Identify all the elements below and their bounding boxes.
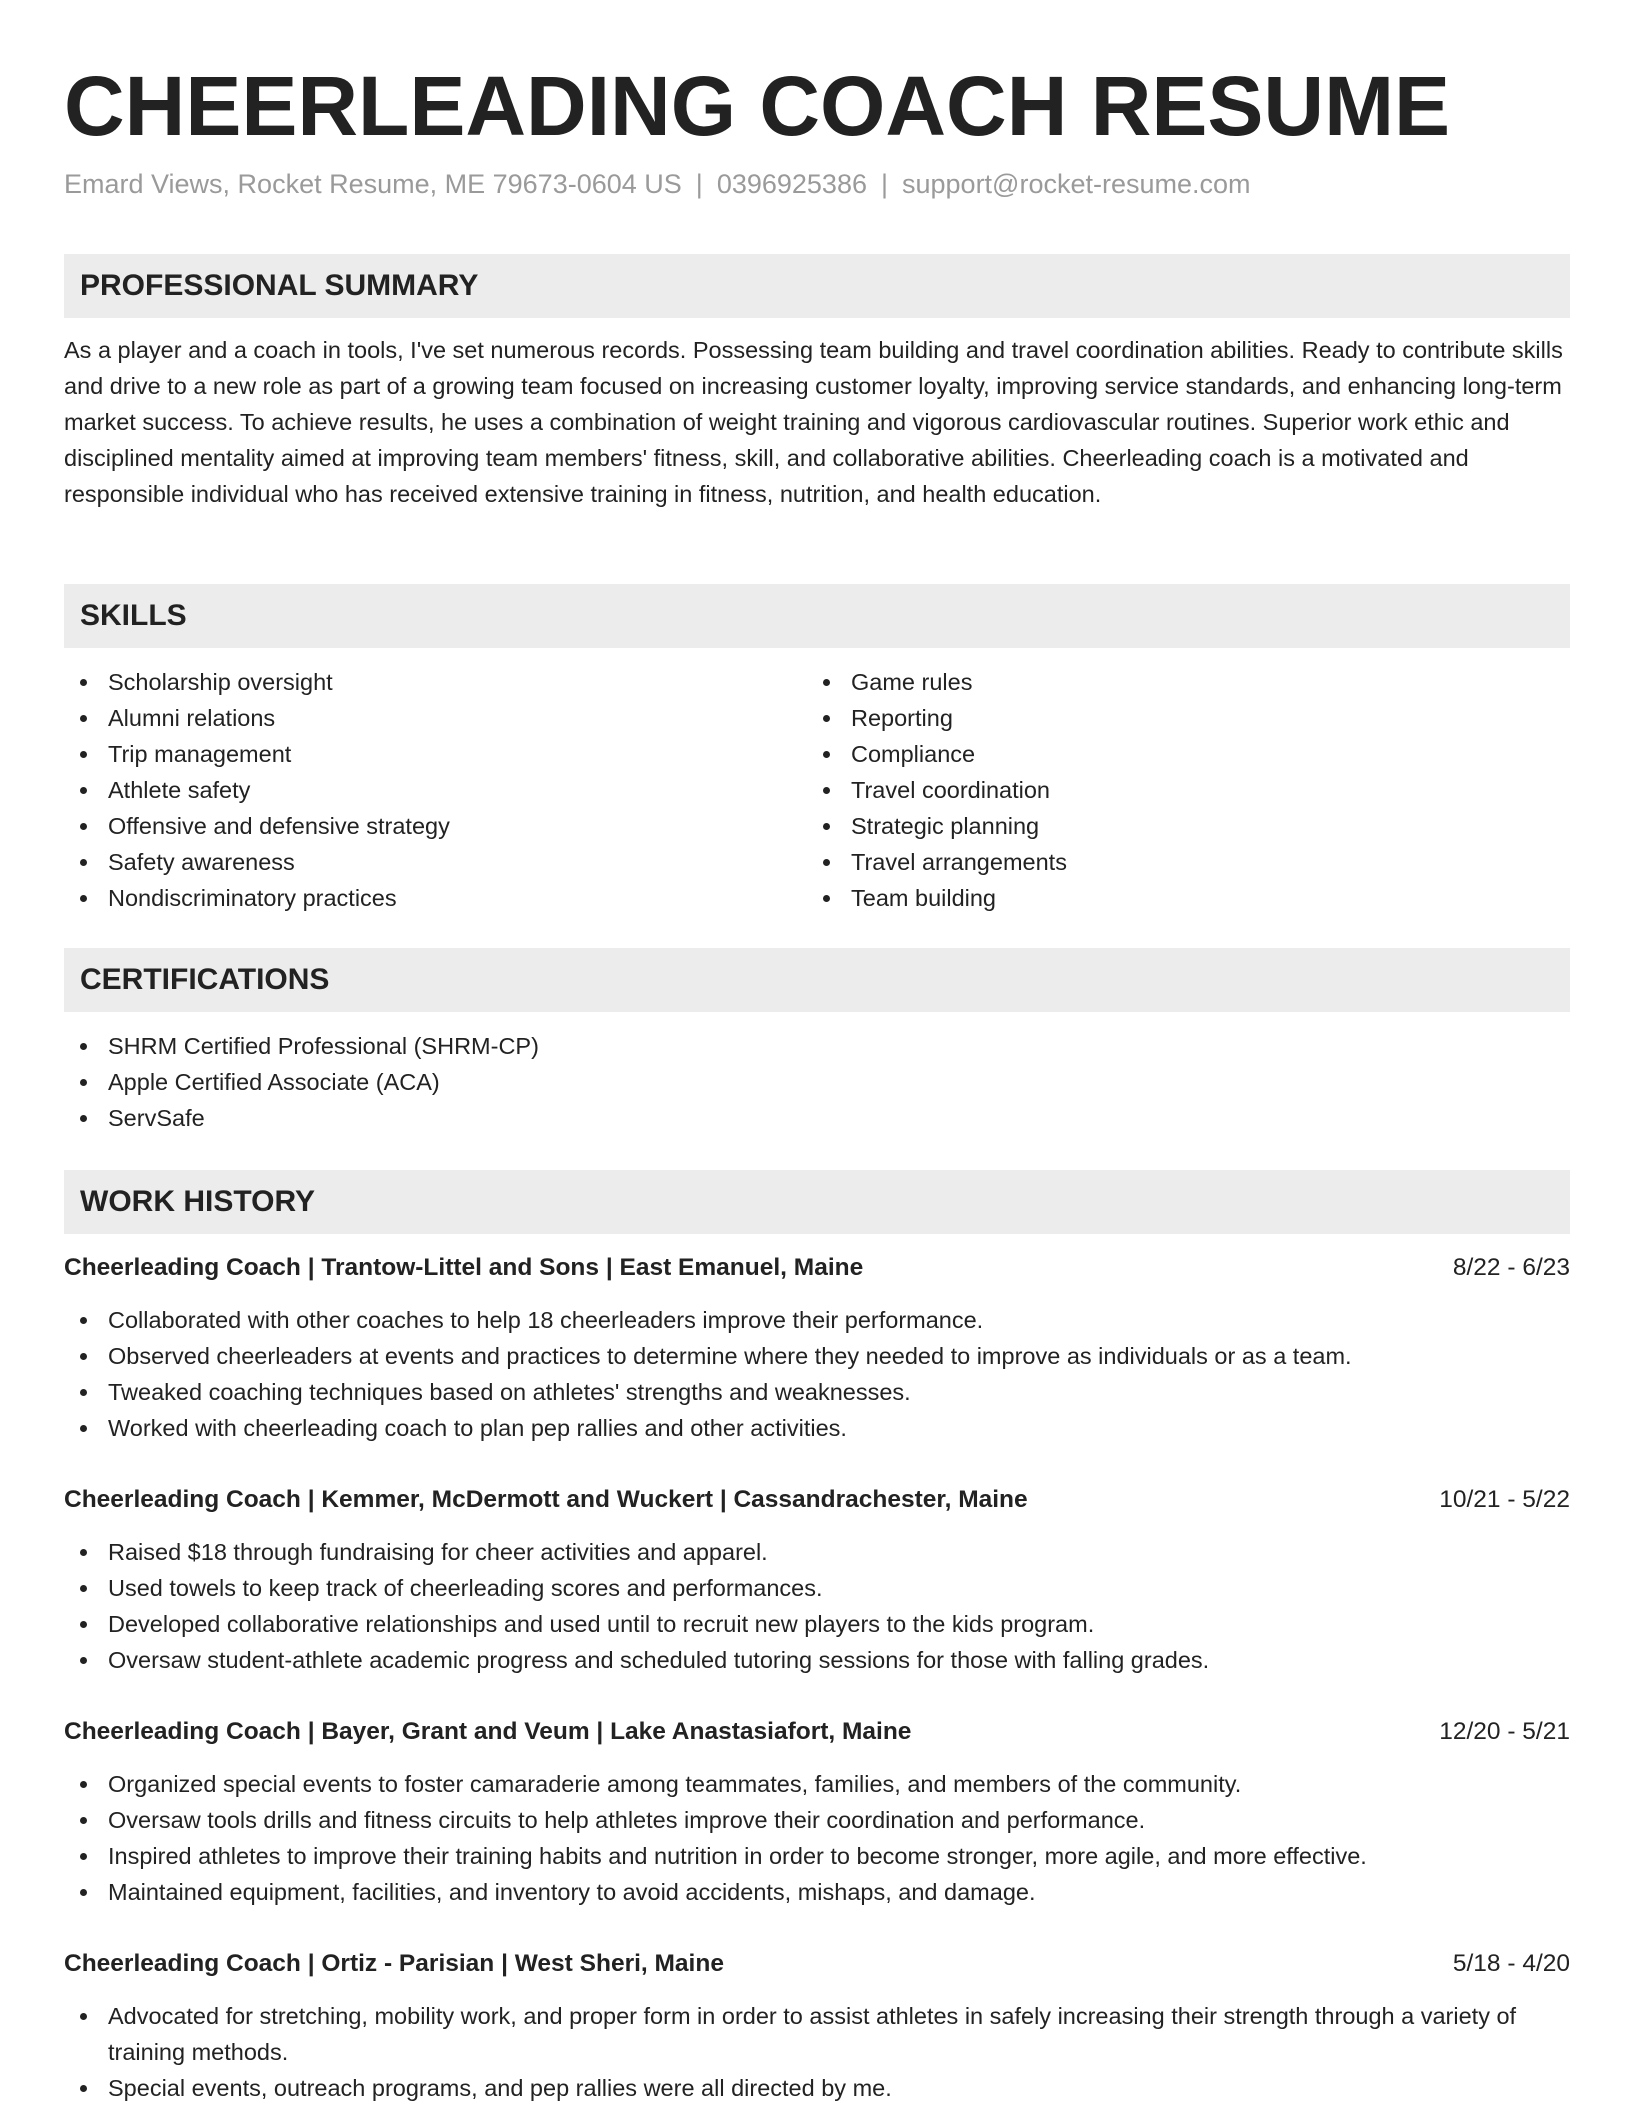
certification-item: ServSafe [64,1100,1570,1136]
contact-separator: | [880,169,888,199]
skills-list-right [807,664,1547,916]
skill-item: Travel coordination [807,772,1547,808]
page-title: CHEERLEADING COACH RESUME [64,59,1451,153]
contact-line [64,166,1251,202]
contact-phone: 0396925386 [716,169,867,199]
job-bullet: Developed collaborative relationships and used until to recruit new players to the kids program. [64,1606,1570,1642]
summary-text: As a player and a coach in tools, I've set numerous records. Possessing team building and travel coordination abilities. Ready to contribute skills and drive to a new role as part of a growing team focused on increasing customer loyalty, improving service standards, and enhancing long-term market success. To achieve results, he uses a combination of weight training and vigorous cardiovascular routines. Superior work ethic and disciplined mentality aimed at improving team members' fitness, skill, and collaborative abilities. Cheerleading coach is a motivated and responsible individual who has received extensive training in fitness, nutrition, and health education. [64,337,1563,507]
job-bullet: Oversaw student-athlete academic progress and scheduled tutoring sessions for those with falling grades. [64,1642,1570,1678]
skill-item: Team building [807,880,1547,916]
job-dates: 10/21 - 5/22 [1439,1486,1570,1513]
section-title: PROFESSIONAL SUMMARY [80,269,479,302]
job-bullet: Collaborated with other coaches to help 18 cheerleaders improve their performance. [64,1302,1570,1338]
job-bullet: Observed cheerleaders at events and practices to determine where they needed to improve as individuals or as a team. [64,1338,1570,1374]
skill-item: Strategic planning [807,808,1547,844]
section-header-certifications [64,948,1570,1012]
certifications-list [64,1028,1570,1136]
job-bullets [64,1302,1570,1446]
skill-item: Game rules [807,664,1547,700]
job-bullet: Maintained equipment, facilities, and inventory to avoid accidents, mishaps, and damage. [64,1874,1570,1910]
job-bullet: Used towels to keep track of cheerleading scores and performances. [64,1570,1570,1606]
job-header [64,1482,1570,1518]
job-header [64,1250,1570,1286]
skill-item: Reporting [807,700,1547,736]
skill-item: Alumni relations [64,700,804,736]
certification-item: Apple Certified Associate (ACA) [64,1064,1570,1100]
skill-item: Athlete safety [64,772,804,808]
contact-separator: | [695,169,703,199]
section-title: SKILLS [80,599,187,632]
job-bullet: Advocated for stretching, mobility work, and proper form in order to assist athletes in safely increasing their strength through a variety of training methods. [64,1998,1570,2070]
job-header [64,1946,1570,1982]
job-bullets [64,1534,1570,1678]
skill-item: Scholarship oversight [64,664,804,700]
job-bullet: Oversaw tools drills and fitness circuits to help athletes improve their coordination and performance. [64,1802,1570,1838]
job-dates: 8/22 - 6/23 [1452,1254,1570,1281]
job-bullet: Raised $18 through fundraising for cheer activities and apparel. [64,1534,1570,1570]
skill-item: Compliance [807,736,1547,772]
section-header-work-history [64,1170,1570,1234]
job-header [64,1714,1570,1750]
contact-email[interactable]: support@rocket-resume.com [902,169,1251,199]
skill-item: Offensive and defensive strategy [64,808,804,844]
skill-item: Travel arrangements [807,844,1547,880]
section-title: CERTIFICATIONS [80,963,330,996]
job-bullets [64,1766,1570,1910]
certification-item: SHRM Certified Professional (SHRM-CP) [64,1028,1570,1064]
job-bullet: Tweaked coaching techniques based on athletes' strengths and weaknesses. [64,1374,1570,1410]
section-header-summary [64,254,1570,318]
section-title: WORK HISTORY [80,1185,316,1218]
skills-list-left [64,664,804,916]
job-bullet: Worked with cheerleading coach to plan pep rallies and other activities. [64,1410,1570,1446]
job-bullet: Special events, outreach programs, and pep rallies were all directed by me. [64,2070,1570,2106]
job-title: Cheerleading Coach | Kemmer, McDermott and Wuckert | Cassandrachester, Maine [64,1486,1028,1513]
job-bullet: Inspired athletes to improve their training habits and nutrition in order to become stronger, more agile, and more effective. [64,1838,1570,1874]
job-title: Cheerleading Coach | Trantow-Littel and Sons | East Emanuel, Maine [64,1254,864,1281]
contact-address: Emard Views, Rocket Resume, ME 79673-0604 US [64,169,682,199]
skill-item: Trip management [64,736,804,772]
job-title: Cheerleading Coach | Bayer, Grant and Veum | Lake Anastasiafort, Maine [64,1718,912,1745]
section-header-skills [64,584,1570,648]
skill-item: Nondiscriminatory practices [64,880,804,916]
job-bullets [64,1998,1570,2106]
skill-item: Safety awareness [64,844,804,880]
job-title: Cheerleading Coach | Ortiz - Parisian | West Sheri, Maine [64,1950,724,1977]
job-bullet: Organized special events to foster camaraderie among teammates, families, and members of the community. [64,1766,1570,1802]
job-dates: 12/20 - 5/21 [1439,1718,1570,1745]
job-dates: 5/18 - 4/20 [1452,1950,1570,1977]
